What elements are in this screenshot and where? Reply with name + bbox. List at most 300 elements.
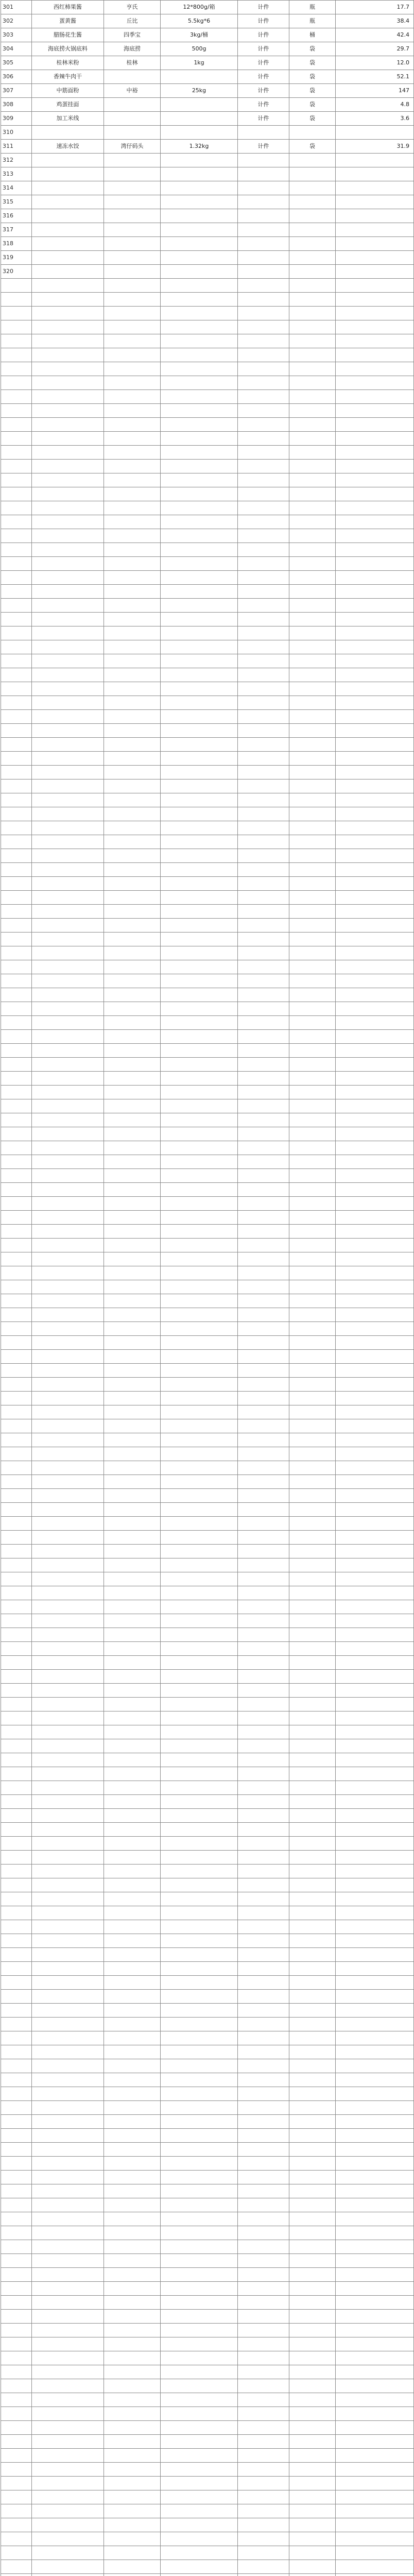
table-cell: 袋 — [289, 70, 336, 84]
table-cell — [289, 960, 336, 974]
table-cell — [238, 1614, 289, 1628]
table-cell — [104, 2310, 161, 2324]
table-cell — [32, 1837, 104, 1851]
table-cell — [336, 1809, 414, 1823]
table-cell — [336, 2435, 414, 2449]
table-row — [1, 682, 414, 696]
table-cell — [161, 2379, 238, 2393]
table-cell — [104, 571, 161, 585]
table-cell — [1, 1183, 32, 1197]
table-cell — [32, 2018, 104, 2031]
table-cell — [104, 807, 161, 821]
table-cell — [32, 376, 104, 390]
table-row — [1, 1517, 414, 1531]
table-cell — [1, 724, 32, 738]
table-row — [1, 320, 414, 334]
table-cell — [161, 613, 238, 626]
table-cell — [1, 279, 32, 293]
table-cell — [32, 1280, 104, 1294]
table-cell — [161, 2365, 238, 2379]
table-cell — [336, 1795, 414, 1809]
table-cell — [336, 2059, 414, 2073]
table-cell — [1, 1294, 32, 1308]
table-cell — [104, 710, 161, 724]
table-row — [1, 766, 414, 779]
table-cell — [161, 1016, 238, 1030]
table-cell — [336, 1294, 414, 1308]
table-cell — [104, 1086, 161, 1099]
table-cell — [336, 1642, 414, 1656]
table-cell — [161, 1169, 238, 1183]
table-cell — [32, 710, 104, 724]
table-cell — [289, 2518, 336, 2532]
table-cell — [161, 2351, 238, 2365]
table-cell — [161, 1002, 238, 1016]
table-cell — [161, 1072, 238, 1086]
table-cell — [238, 487, 289, 501]
table-cell — [104, 1837, 161, 1851]
table-cell — [238, 585, 289, 599]
table-cell — [289, 807, 336, 821]
table-row — [1, 1920, 414, 1934]
table-cell — [336, 1058, 414, 1072]
table-cell — [104, 891, 161, 905]
table-cell — [104, 154, 161, 167]
table-cell — [161, 2421, 238, 2435]
table-row — [1, 1350, 414, 1364]
table-cell — [1, 2101, 32, 2115]
table-cell — [161, 2240, 238, 2254]
table-cell — [336, 1906, 414, 1920]
table-cell — [104, 307, 161, 320]
table-cell — [1, 599, 32, 613]
table-cell — [161, 418, 238, 432]
table-cell — [289, 1711, 336, 1725]
table-cell — [104, 1767, 161, 1781]
table-cell — [1, 1753, 32, 1767]
table-row — [1, 1447, 414, 1461]
table-cell — [336, 2018, 414, 2031]
table-cell — [161, 2477, 238, 2490]
table-cell — [1, 376, 32, 390]
table-cell — [32, 501, 104, 515]
table-cell — [104, 2546, 161, 2560]
table-cell — [1, 933, 32, 946]
table-row — [1, 1, 414, 14]
table-cell — [32, 1711, 104, 1725]
table-cell — [238, 2463, 289, 2477]
table-cell — [32, 2254, 104, 2268]
table-cell — [161, 2254, 238, 2268]
table-cell — [289, 2004, 336, 2018]
table-cell — [32, 613, 104, 626]
table-row — [1, 348, 414, 362]
table-cell — [336, 1252, 414, 1266]
table-cell — [104, 362, 161, 376]
table-row — [1, 1197, 414, 1211]
table-cell — [238, 126, 289, 140]
table-cell — [289, 1725, 336, 1739]
table-cell: 307 — [1, 84, 32, 98]
table-cell — [289, 2157, 336, 2171]
table-cell — [289, 334, 336, 348]
table-cell — [161, 599, 238, 613]
table-cell — [289, 1558, 336, 1572]
table-cell — [104, 1225, 161, 1239]
table-cell — [289, 724, 336, 738]
table-cell — [336, 1266, 414, 1280]
table-cell — [104, 404, 161, 418]
table-cell — [1, 1767, 32, 1781]
table-cell — [32, 2449, 104, 2463]
table-cell — [336, 1308, 414, 1322]
table-cell — [289, 1211, 336, 1225]
table-cell — [1, 334, 32, 348]
table-cell — [289, 2254, 336, 2268]
table-cell — [161, 2310, 238, 2324]
table-cell — [238, 849, 289, 863]
table-cell — [104, 334, 161, 348]
table-cell — [238, 515, 289, 529]
table-cell — [336, 2504, 414, 2518]
table-cell — [238, 1851, 289, 1865]
table-cell — [104, 1308, 161, 1322]
table-cell — [336, 766, 414, 779]
table-cell — [336, 1086, 414, 1099]
table-cell — [32, 2240, 104, 2254]
table-cell — [161, 501, 238, 515]
table-row — [1, 112, 414, 126]
table-cell — [238, 2490, 289, 2504]
table-cell — [32, 2546, 104, 2560]
table-cell — [104, 1586, 161, 1600]
table-cell — [1, 2421, 32, 2435]
table-cell — [238, 1141, 289, 1155]
table-cell — [161, 1837, 238, 1851]
table-cell — [238, 974, 289, 988]
table-cell — [104, 1628, 161, 1642]
table-cell — [238, 154, 289, 167]
table-cell — [336, 1600, 414, 1614]
table-cell — [238, 2184, 289, 2198]
table-cell — [336, 1127, 414, 1141]
table-cell — [1, 793, 32, 807]
table-cell — [238, 2254, 289, 2268]
table-cell — [1, 1628, 32, 1642]
table-cell — [161, 668, 238, 682]
table-cell — [336, 265, 414, 279]
table-cell — [1, 529, 32, 543]
table-cell — [161, 1350, 238, 1364]
table-cell — [1, 2351, 32, 2365]
table-cell — [1, 2004, 32, 2018]
table-cell — [104, 2226, 161, 2240]
table-cell — [1, 293, 32, 307]
table-cell — [289, 1990, 336, 2004]
table-cell — [104, 1892, 161, 1906]
table-cell — [161, 1322, 238, 1336]
table-cell — [161, 209, 238, 223]
table-cell — [238, 223, 289, 237]
table-cell — [1, 988, 32, 1002]
table-cell — [32, 1197, 104, 1211]
table-cell — [289, 529, 336, 543]
table-cell — [104, 988, 161, 1002]
table-cell — [336, 710, 414, 724]
table-cell — [32, 418, 104, 432]
table-cell — [289, 2296, 336, 2310]
table-cell — [104, 668, 161, 682]
table-cell — [1, 2449, 32, 2463]
table-cell — [161, 1239, 238, 1252]
table-cell: 海底捞 — [104, 42, 161, 56]
table-cell: 500g — [161, 42, 238, 56]
table-cell — [336, 2393, 414, 2407]
table-cell — [104, 376, 161, 390]
table-cell — [1, 946, 32, 960]
table-cell — [1, 571, 32, 585]
table-row — [1, 1266, 414, 1280]
table-cell — [1, 2477, 32, 2490]
table-row — [1, 849, 414, 863]
table-cell — [1, 2560, 32, 2574]
table-cell — [161, 1280, 238, 1294]
table-cell — [104, 1294, 161, 1308]
table-cell — [289, 501, 336, 515]
table-cell — [238, 1976, 289, 1990]
table-cell — [32, 1419, 104, 1433]
table-row — [1, 1127, 414, 1141]
table-cell — [289, 2560, 336, 2574]
table-cell — [238, 752, 289, 766]
table-cell — [161, 460, 238, 473]
table-cell — [104, 1781, 161, 1795]
table-cell — [238, 766, 289, 779]
table-cell — [336, 2212, 414, 2226]
table-cell — [32, 2407, 104, 2421]
table-cell — [1, 1030, 32, 1044]
table-cell — [1, 2518, 32, 2532]
table-cell — [32, 2296, 104, 2310]
table-cell — [1, 2087, 32, 2101]
table-cell — [161, 821, 238, 835]
table-cell — [289, 1837, 336, 1851]
table-cell: 147 — [336, 84, 414, 98]
table-cell — [32, 640, 104, 654]
table-cell — [32, 2324, 104, 2337]
table-cell — [161, 1739, 238, 1753]
table-cell: 袋 — [289, 84, 336, 98]
table-cell — [1, 1392, 32, 1405]
table-cell — [32, 877, 104, 891]
table-cell — [1, 1433, 32, 1447]
table-cell — [161, 1308, 238, 1322]
table-row — [1, 1489, 414, 1503]
table-cell: 311 — [1, 140, 32, 154]
table-cell — [289, 1058, 336, 1072]
table-cell — [32, 404, 104, 418]
table-cell — [1, 1503, 32, 1517]
table-cell — [289, 863, 336, 877]
table-cell — [32, 1892, 104, 1906]
table-cell — [289, 1906, 336, 1920]
table-cell — [289, 1851, 336, 1865]
table-cell — [32, 863, 104, 877]
table-row — [1, 2490, 414, 2504]
table-cell — [289, 1113, 336, 1127]
table-cell — [1, 390, 32, 404]
table-cell — [238, 2171, 289, 2184]
table-cell — [289, 1489, 336, 1503]
table-cell — [238, 863, 289, 877]
table-cell — [32, 390, 104, 404]
table-cell — [104, 1461, 161, 1475]
table-row — [1, 2574, 414, 2576]
table-row — [1, 2393, 414, 2407]
table-cell: 316 — [1, 209, 32, 223]
table-cell — [289, 919, 336, 933]
table-cell — [289, 1698, 336, 1711]
table-cell — [104, 1948, 161, 1962]
table-cell — [32, 2184, 104, 2198]
table-cell — [32, 1781, 104, 1795]
table-cell — [238, 2282, 289, 2296]
table-cell — [289, 1767, 336, 1781]
table-cell — [32, 626, 104, 640]
table-row — [1, 2240, 414, 2254]
table-cell — [289, 1503, 336, 1517]
table-cell — [238, 710, 289, 724]
table-cell — [32, 1851, 104, 1865]
table-cell — [289, 2045, 336, 2059]
table-cell — [32, 2031, 104, 2045]
table-cell — [1, 2532, 32, 2546]
table-cell: 袋 — [289, 42, 336, 56]
table-cell — [289, 2393, 336, 2407]
table-row — [1, 515, 414, 529]
table-cell: 海底捞火锅底料 — [32, 42, 104, 56]
table-row — [1, 2004, 414, 2018]
table-cell — [104, 293, 161, 307]
table-cell — [104, 2115, 161, 2129]
table-cell — [104, 752, 161, 766]
table-row — [1, 613, 414, 626]
table-cell — [289, 2504, 336, 2518]
table-cell — [238, 2296, 289, 2310]
table-cell: 4.8 — [336, 98, 414, 112]
table-row — [1, 460, 414, 473]
table-cell — [32, 946, 104, 960]
table-cell — [161, 1183, 238, 1197]
table-cell — [336, 2268, 414, 2282]
table-cell — [289, 891, 336, 905]
table-cell — [1, 1781, 32, 1795]
table-cell — [238, 1016, 289, 1030]
table-cell — [161, 251, 238, 265]
table-cell — [289, 557, 336, 571]
table-cell — [104, 1976, 161, 1990]
table-cell — [32, 1392, 104, 1405]
table-cell — [1, 1878, 32, 1892]
table-row — [1, 1684, 414, 1698]
table-row — [1, 98, 414, 112]
table-cell — [104, 1656, 161, 1670]
table-row — [1, 1934, 414, 1948]
table-cell — [104, 793, 161, 807]
table-cell — [1, 1475, 32, 1489]
table-cell — [336, 487, 414, 501]
table-cell — [289, 654, 336, 668]
table-cell — [238, 821, 289, 835]
table-cell — [336, 167, 414, 181]
table-cell — [238, 2268, 289, 2282]
table-cell — [32, 1336, 104, 1350]
table-row — [1, 779, 414, 793]
table-cell — [336, 807, 414, 821]
table-cell — [336, 293, 414, 307]
table-cell — [336, 223, 414, 237]
table-cell: 12*800g/箱 — [161, 1, 238, 14]
table-cell: 301 — [1, 1, 32, 14]
table-cell — [336, 1934, 414, 1948]
table-cell — [238, 1308, 289, 1322]
table-cell — [336, 2449, 414, 2463]
table-cell — [161, 1892, 238, 1906]
table-cell — [336, 2574, 414, 2576]
table-cell — [32, 1364, 104, 1378]
table-cell — [1, 1684, 32, 1698]
table-row — [1, 473, 414, 487]
table-cell — [336, 1392, 414, 1405]
table-cell — [104, 863, 161, 877]
table-cell — [1, 2393, 32, 2407]
table-cell — [32, 1141, 104, 1155]
table-cell — [289, 460, 336, 473]
table-cell — [336, 1656, 414, 1670]
table-cell — [238, 432, 289, 446]
table-cell — [1, 1266, 32, 1280]
table-cell — [238, 1475, 289, 1489]
table-cell — [238, 2059, 289, 2073]
table-cell — [161, 905, 238, 919]
table-cell — [104, 2337, 161, 2351]
table-cell — [336, 849, 414, 863]
table-cell — [289, 946, 336, 960]
table-cell — [1, 2198, 32, 2212]
table-row — [1, 1211, 414, 1225]
table-cell — [289, 1002, 336, 1016]
table-cell — [161, 404, 238, 418]
table-cell — [289, 2490, 336, 2504]
table-cell — [336, 752, 414, 766]
table-cell — [289, 1461, 336, 1475]
table-cell — [1, 362, 32, 376]
table-cell — [238, 2407, 289, 2421]
table-row — [1, 1545, 414, 1558]
table-row — [1, 1892, 414, 1906]
table-cell — [336, 1183, 414, 1197]
table-cell — [161, 112, 238, 126]
table-cell — [161, 390, 238, 404]
table-cell — [238, 933, 289, 946]
table-cell — [161, 529, 238, 543]
table-cell — [161, 487, 238, 501]
table-cell — [289, 793, 336, 807]
table-cell — [238, 1099, 289, 1113]
table-cell — [32, 334, 104, 348]
table-cell — [161, 1294, 238, 1308]
table-cell — [104, 1127, 161, 1141]
